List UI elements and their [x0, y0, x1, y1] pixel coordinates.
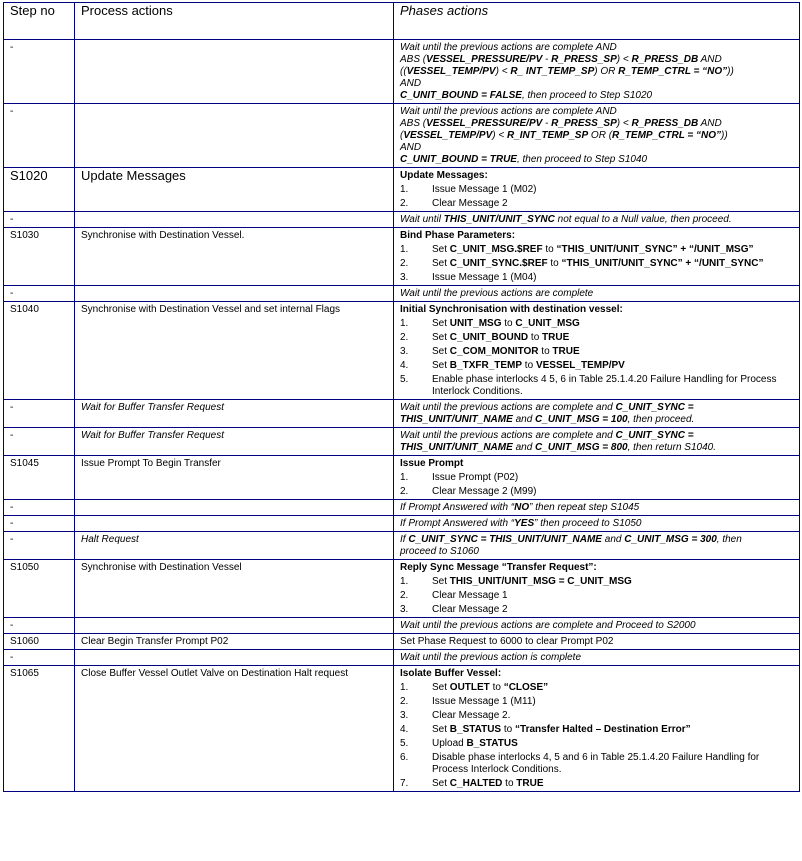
bold-term: VESSEL_TEMP/PV: [403, 130, 493, 141]
item-number: 6.: [400, 752, 409, 763]
process-action: [75, 104, 394, 168]
phase-action: [394, 456, 800, 500]
item-number: 5.: [400, 374, 409, 385]
item-number: 1.: [400, 244, 409, 255]
process-action: [75, 212, 394, 228]
table-row: [4, 168, 800, 212]
phase-action: [394, 634, 800, 650]
item-text: [432, 184, 793, 196]
process-action: Synchronise with Destination Vessel: [75, 560, 394, 618]
text-run: Set: [432, 244, 450, 255]
item-text: [432, 374, 793, 398]
table-row: [4, 516, 800, 532]
text-run: and: [601, 534, 625, 545]
text-run: Set: [432, 258, 450, 269]
text-run: not equal to a Null value, then proceed.: [554, 214, 732, 225]
bold-term: VESSEL_PRESSURE/PV: [426, 54, 543, 65]
bold-term: THIS_UNIT/UNIT_NAME: [400, 442, 513, 453]
text-run: Wait until the previous actions are complete: [400, 288, 594, 299]
bold-term: C_UNIT_MSG: [515, 318, 580, 329]
bold-term: R_PRESS_SP: [551, 54, 617, 65]
list-item: [400, 258, 793, 270]
bold-term: VESSEL_TEMP/PV: [406, 66, 496, 77]
step-number: -: [4, 516, 75, 532]
text-run: ABS (: [400, 118, 427, 129]
item-number: 2.: [400, 332, 409, 343]
text-run: to: [542, 244, 557, 255]
item-text: [432, 682, 793, 694]
text-run: , then proceed to Step S1020: [521, 90, 653, 101]
bold-term: R_INT_TEMP_SP: [507, 130, 589, 141]
step-number: S1065: [4, 666, 75, 792]
bold-term: C_UNIT_MSG.$REF: [449, 244, 543, 255]
step-number: S1060: [4, 634, 75, 650]
process-action: [75, 286, 394, 302]
phase-action: [394, 500, 800, 516]
phase-action: [394, 228, 800, 286]
text-run: Issue Message 1 (M02): [432, 184, 537, 195]
table-row: [4, 286, 800, 302]
phase-line: [400, 66, 793, 78]
text-run: Upload: [432, 738, 467, 749]
text-run: Set: [432, 724, 450, 735]
item-text: [432, 346, 793, 358]
bold-term: R_TEMP_CTRL = “NO”: [612, 130, 722, 141]
bold-term: R_ INT_TEMP_SP: [510, 66, 595, 77]
item-text: [432, 738, 793, 750]
phase-line: [400, 214, 793, 226]
phase-line: [400, 518, 793, 530]
text-run: OR (: [588, 130, 613, 141]
phase-action: [394, 560, 800, 618]
header-process-actions: Process actions: [75, 3, 394, 40]
text-run: AND: [400, 142, 422, 153]
text-run: to: [502, 778, 517, 789]
item-text: [432, 318, 793, 330]
text-run: AND: [698, 54, 722, 65]
item-number: 3.: [400, 604, 409, 615]
bold-term: R_PRESS_SP: [551, 118, 617, 129]
item-text: [432, 696, 793, 708]
process-action: Clear Begin Transfer Prompt P02: [75, 634, 394, 650]
list-item: [400, 272, 793, 284]
bold-term: VESSEL_TEMP/PV: [535, 360, 625, 371]
item-number: 2.: [400, 590, 409, 601]
text-run: ) <: [616, 54, 632, 65]
item-number: 2.: [400, 198, 409, 209]
text-run: and: [512, 442, 536, 453]
phase-action: [394, 286, 800, 302]
text-run: Set: [432, 346, 450, 357]
process-action: Issue Prompt To Begin Transfer: [75, 456, 394, 500]
text-run: If Prompt Answered with “: [400, 502, 515, 513]
item-text: [432, 258, 793, 270]
phase-line: [400, 130, 793, 142]
text-run: -: [542, 118, 552, 129]
list-item: [400, 724, 793, 736]
text-run: and: [512, 414, 536, 425]
bold-term: C_UNIT_SYNC =: [615, 430, 694, 441]
table-row: [4, 40, 800, 104]
bold-term: C_UNIT_BOUND: [449, 332, 529, 343]
phase-title: Issue Prompt: [400, 458, 464, 469]
text-run: -: [542, 54, 552, 65]
text-run: to: [501, 724, 516, 735]
item-text: [432, 472, 793, 484]
text-run: proceed to S1060: [400, 546, 479, 557]
text-run: to: [489, 682, 504, 693]
phase-title: Bind Phase Parameters:: [400, 230, 516, 241]
phase-action: [394, 212, 800, 228]
text-run: Clear Message 1: [432, 590, 508, 601]
table-header-row: [4, 3, 800, 40]
step-number: -: [4, 40, 75, 104]
list-item: [400, 184, 793, 196]
bold-term: R_PRESS_DB: [631, 54, 699, 65]
process-action: Halt Request: [75, 532, 394, 560]
list-item: [400, 682, 793, 694]
phase-line: [400, 106, 793, 118]
text-run: Wait until the previous actions are complete AND: [400, 42, 617, 53]
table-row: [4, 560, 800, 618]
item-text: [432, 332, 793, 344]
text-run: to: [528, 332, 543, 343]
process-action: [75, 500, 394, 516]
process-action: Wait for Buffer Transfer Request: [75, 400, 394, 428]
phase-line: [400, 42, 793, 54]
step-number: -: [4, 618, 75, 634]
process-action: [75, 650, 394, 666]
phase-action: [394, 428, 800, 456]
bold-term: B_STATUS: [466, 738, 518, 749]
table-row: [4, 532, 800, 560]
text-run: Issue Message 1 (M11): [432, 696, 536, 707]
text-run: Set: [432, 682, 450, 693]
phase-step-list: [400, 682, 793, 790]
table-row: [4, 666, 800, 792]
text-run: Clear Message 2: [432, 198, 508, 209]
step-number: -: [4, 104, 75, 168]
phase-line: [400, 620, 793, 632]
bold-term: “THIS_UNIT/UNIT_SYNC” + “/UNIT_MSG”: [556, 244, 754, 255]
phase-action: [394, 168, 800, 212]
header-step-no: Step no: [4, 3, 75, 40]
bold-term: C_UNIT_MSG = 300: [624, 534, 717, 545]
table-row: [4, 500, 800, 516]
step-number: S1045: [4, 456, 75, 500]
phase-title: Isolate Buffer Vessel:: [400, 668, 502, 679]
text-run: to: [547, 258, 562, 269]
phase-title: Reply Sync Message “Transfer Request”:: [400, 562, 597, 573]
text-run: ” then proceed to S1050: [534, 518, 642, 529]
phase-action: [394, 650, 800, 666]
table-row: [4, 400, 800, 428]
phase-title: Initial Synchronisation with destination vessel:: [400, 304, 623, 315]
bold-term: R_PRESS_DB: [631, 118, 699, 129]
text-run: , then return S1040.: [627, 442, 716, 453]
bold-term: C_UNIT_MSG = 100: [535, 414, 628, 425]
text-run: Clear Message 2 (M99): [432, 486, 537, 497]
item-number: 2.: [400, 486, 409, 497]
phase-line: [400, 652, 793, 664]
phase-line: [400, 142, 793, 154]
list-item: [400, 710, 793, 722]
item-number: 1.: [400, 184, 409, 195]
phase-line: [400, 154, 793, 166]
text-run: Wait until the previous actions are complete and: [400, 430, 616, 441]
table-row: [4, 650, 800, 666]
process-action: [75, 40, 394, 104]
text-run: Wait until the previous actions are complete AND: [400, 106, 617, 117]
process-action: Synchronise with Destination Vessel and set internal Flags: [75, 302, 394, 400]
phase-line: [400, 534, 793, 546]
phase-line: [400, 118, 793, 130]
text-run: ) <: [616, 118, 632, 129]
list-item: [400, 360, 793, 372]
bold-term: C_UNIT_MSG = 800: [535, 442, 628, 453]
bold-term: THIS_UNIT/UNIT_MSG = C_UNIT_MSG: [449, 576, 632, 587]
bold-term: VESSEL_PRESSURE/PV: [426, 118, 543, 129]
text-run: Issue Message 1 (M04): [432, 272, 537, 283]
text-run: Set: [432, 576, 450, 587]
item-text: [432, 272, 793, 284]
step-number: -: [4, 500, 75, 516]
text-run: , then proceed.: [627, 414, 695, 425]
text-run: If Prompt Answered with “: [400, 518, 515, 529]
phase-action: [394, 618, 800, 634]
text-run: Issue Prompt (P02): [432, 472, 519, 483]
text-run: , then proceed to Step S1040: [516, 154, 648, 165]
item-number: 1.: [400, 682, 409, 693]
bold-term: “THIS_UNIT/UNIT_SYNC” + “/UNIT_SYNC”: [561, 258, 764, 269]
item-number: 1.: [400, 318, 409, 329]
step-number: -: [4, 428, 75, 456]
item-text: [432, 604, 793, 616]
phase-step-list: [400, 576, 793, 616]
bold-term: B_TXFR_TEMP: [449, 360, 523, 371]
item-text: [432, 198, 793, 210]
item-number: 4.: [400, 360, 409, 371]
phase-line: [400, 90, 793, 102]
item-number: 3.: [400, 710, 409, 721]
item-text: [432, 778, 793, 790]
bold-term: TRUE: [542, 332, 570, 343]
phase-action: [394, 302, 800, 400]
table-row: [4, 634, 800, 650]
table-row: [4, 428, 800, 456]
phase-line: [400, 78, 793, 90]
text-run: (: [400, 130, 404, 141]
item-number: 2.: [400, 696, 409, 707]
item-number: 5.: [400, 738, 409, 749]
table-body: [4, 40, 800, 792]
list-item: [400, 778, 793, 790]
bold-term: C_UNIT_BOUND = FALSE: [400, 90, 522, 101]
table-row: [4, 456, 800, 500]
list-item: [400, 198, 793, 210]
step-number: -: [4, 286, 75, 302]
item-text: [432, 590, 793, 602]
table-row: [4, 212, 800, 228]
phase-action: [394, 104, 800, 168]
phase-action: [394, 516, 800, 532]
phase-title: Update Messages:: [400, 170, 488, 181]
text-run: to: [501, 318, 516, 329]
item-text: [432, 576, 793, 588]
table-row: [4, 104, 800, 168]
bold-term: YES: [514, 518, 535, 529]
step-number: S1020: [4, 168, 75, 212]
text-run: ABS (: [400, 54, 427, 65]
bold-term: UNIT_MSG: [449, 318, 502, 329]
text-run: , then: [716, 534, 742, 545]
text-run: to: [538, 346, 553, 357]
item-text: [432, 244, 793, 256]
text-run: Enable phase interlocks 4 5, 6 in Table 25.1.4.20 Failure Handling for Process Interlock Conditions.: [432, 374, 777, 397]
phase-step-list: [400, 184, 793, 210]
process-action: Close Buffer Vessel Outlet Valve on Destination Halt request: [75, 666, 394, 792]
list-item: [400, 590, 793, 602]
item-number: 3.: [400, 272, 409, 283]
phase-line: Set Phase Request to 6000 to clear Prompt P02: [400, 636, 614, 647]
text-run: Wait until the previous action is complete: [400, 652, 582, 663]
text-run: Set: [432, 318, 450, 329]
list-item: [400, 332, 793, 344]
item-number: 1.: [400, 576, 409, 587]
text-run: Wait until the previous actions are complete and: [400, 402, 616, 413]
text-run: If: [400, 534, 409, 545]
phase-line: [400, 546, 793, 558]
list-item: [400, 346, 793, 358]
bold-term: C_UNIT_SYNC = THIS_UNIT/UNIT_NAME: [408, 534, 602, 545]
text-run: ((: [400, 66, 407, 77]
phase-line: [400, 288, 793, 300]
text-run: )): [727, 66, 734, 77]
bold-term: R_TEMP_CTRL = “NO”: [618, 66, 728, 77]
text-run: ) <: [492, 130, 507, 141]
phase-step-list: [400, 472, 793, 498]
text-run: to: [522, 360, 536, 371]
bold-term: B_STATUS: [449, 724, 502, 735]
item-text: [432, 486, 793, 498]
process-action: [75, 618, 394, 634]
table-row: [4, 228, 800, 286]
phase-line: [400, 54, 793, 66]
item-number: 2.: [400, 258, 409, 269]
process-action: Synchronise with Destination Vessel.: [75, 228, 394, 286]
step-number: -: [4, 212, 75, 228]
phase-line: [400, 402, 793, 414]
phase-action: [394, 532, 800, 560]
text-run: Disable phase interlocks 4, 5 and 6 in Table 25.1.4.20 Failure Handling for Process Interlock Conditions.: [432, 752, 760, 775]
text-run: ” then repeat step S1045: [529, 502, 640, 513]
phase-action: [394, 400, 800, 428]
step-number: -: [4, 650, 75, 666]
step-number: S1050: [4, 560, 75, 618]
bold-term: C_HALTED: [449, 778, 503, 789]
step-number: -: [4, 400, 75, 428]
header-phases-actions: Phases actions: [394, 3, 800, 40]
bold-term: THIS_UNIT/UNIT_SYNC: [443, 214, 555, 225]
list-item: [400, 318, 793, 330]
bold-term: TRUE: [552, 346, 580, 357]
list-item: [400, 576, 793, 588]
phase-line: [400, 414, 793, 426]
phase-action: [394, 40, 800, 104]
list-item: [400, 486, 793, 498]
list-item: [400, 244, 793, 256]
bold-term: OUTLET: [449, 682, 490, 693]
list-item: [400, 472, 793, 484]
item-text: [432, 752, 793, 776]
text-run: ) <: [495, 66, 511, 77]
item-text: [432, 710, 793, 722]
text-run: AND: [400, 78, 422, 89]
item-text: [432, 360, 793, 372]
text-run: Clear Message 2.: [432, 710, 511, 721]
bold-term: “Transfer Halted – Destination Error”: [515, 724, 691, 735]
step-number: -: [4, 532, 75, 560]
process-action: Wait for Buffer Transfer Request: [75, 428, 394, 456]
process-action: Update Messages: [75, 168, 394, 212]
item-text: [432, 724, 793, 736]
list-item: [400, 752, 793, 776]
text-run: Set: [432, 332, 450, 343]
phase-line: [400, 430, 793, 442]
bold-term: C_UNIT_SYNC =: [615, 402, 694, 413]
bold-term: NO: [514, 502, 530, 513]
phase-step-list: [400, 318, 793, 398]
bold-term: THIS_UNIT/UNIT_NAME: [400, 414, 513, 425]
text-run: Set: [432, 778, 450, 789]
list-item: [400, 604, 793, 616]
text-run: Clear Message 2: [432, 604, 508, 615]
bold-term: C_COM_MONITOR: [449, 346, 539, 357]
step-number: S1040: [4, 302, 75, 400]
phase-action: [394, 666, 800, 792]
phase-step-list: [400, 244, 793, 284]
bold-term: TRUE: [516, 778, 544, 789]
text-run: ) OR: [594, 66, 619, 77]
item-number: 1.: [400, 472, 409, 483]
table-row: [4, 618, 800, 634]
text-run: AND: [698, 118, 722, 129]
bold-term: C_UNIT_SYNC.$REF: [449, 258, 548, 269]
process-action: [75, 516, 394, 532]
text-run: Wait until: [400, 214, 444, 225]
item-number: 3.: [400, 346, 409, 357]
list-item: [400, 374, 793, 398]
bold-term: “CLOSE”: [503, 682, 549, 693]
step-number: S1030: [4, 228, 75, 286]
phase-line: [400, 502, 793, 514]
text-run: )): [721, 130, 728, 141]
procedure-table: [3, 2, 800, 792]
bold-term: C_UNIT_BOUND = TRUE: [400, 154, 517, 165]
list-item: [400, 738, 793, 750]
text-run: Wait until the previous actions are complete and Proceed to S2000: [400, 620, 696, 631]
table-row: [4, 302, 800, 400]
text-run: Set: [432, 360, 450, 371]
item-number: 7.: [400, 778, 409, 789]
item-number: 4.: [400, 724, 409, 735]
list-item: [400, 696, 793, 708]
phase-line: [400, 442, 793, 454]
